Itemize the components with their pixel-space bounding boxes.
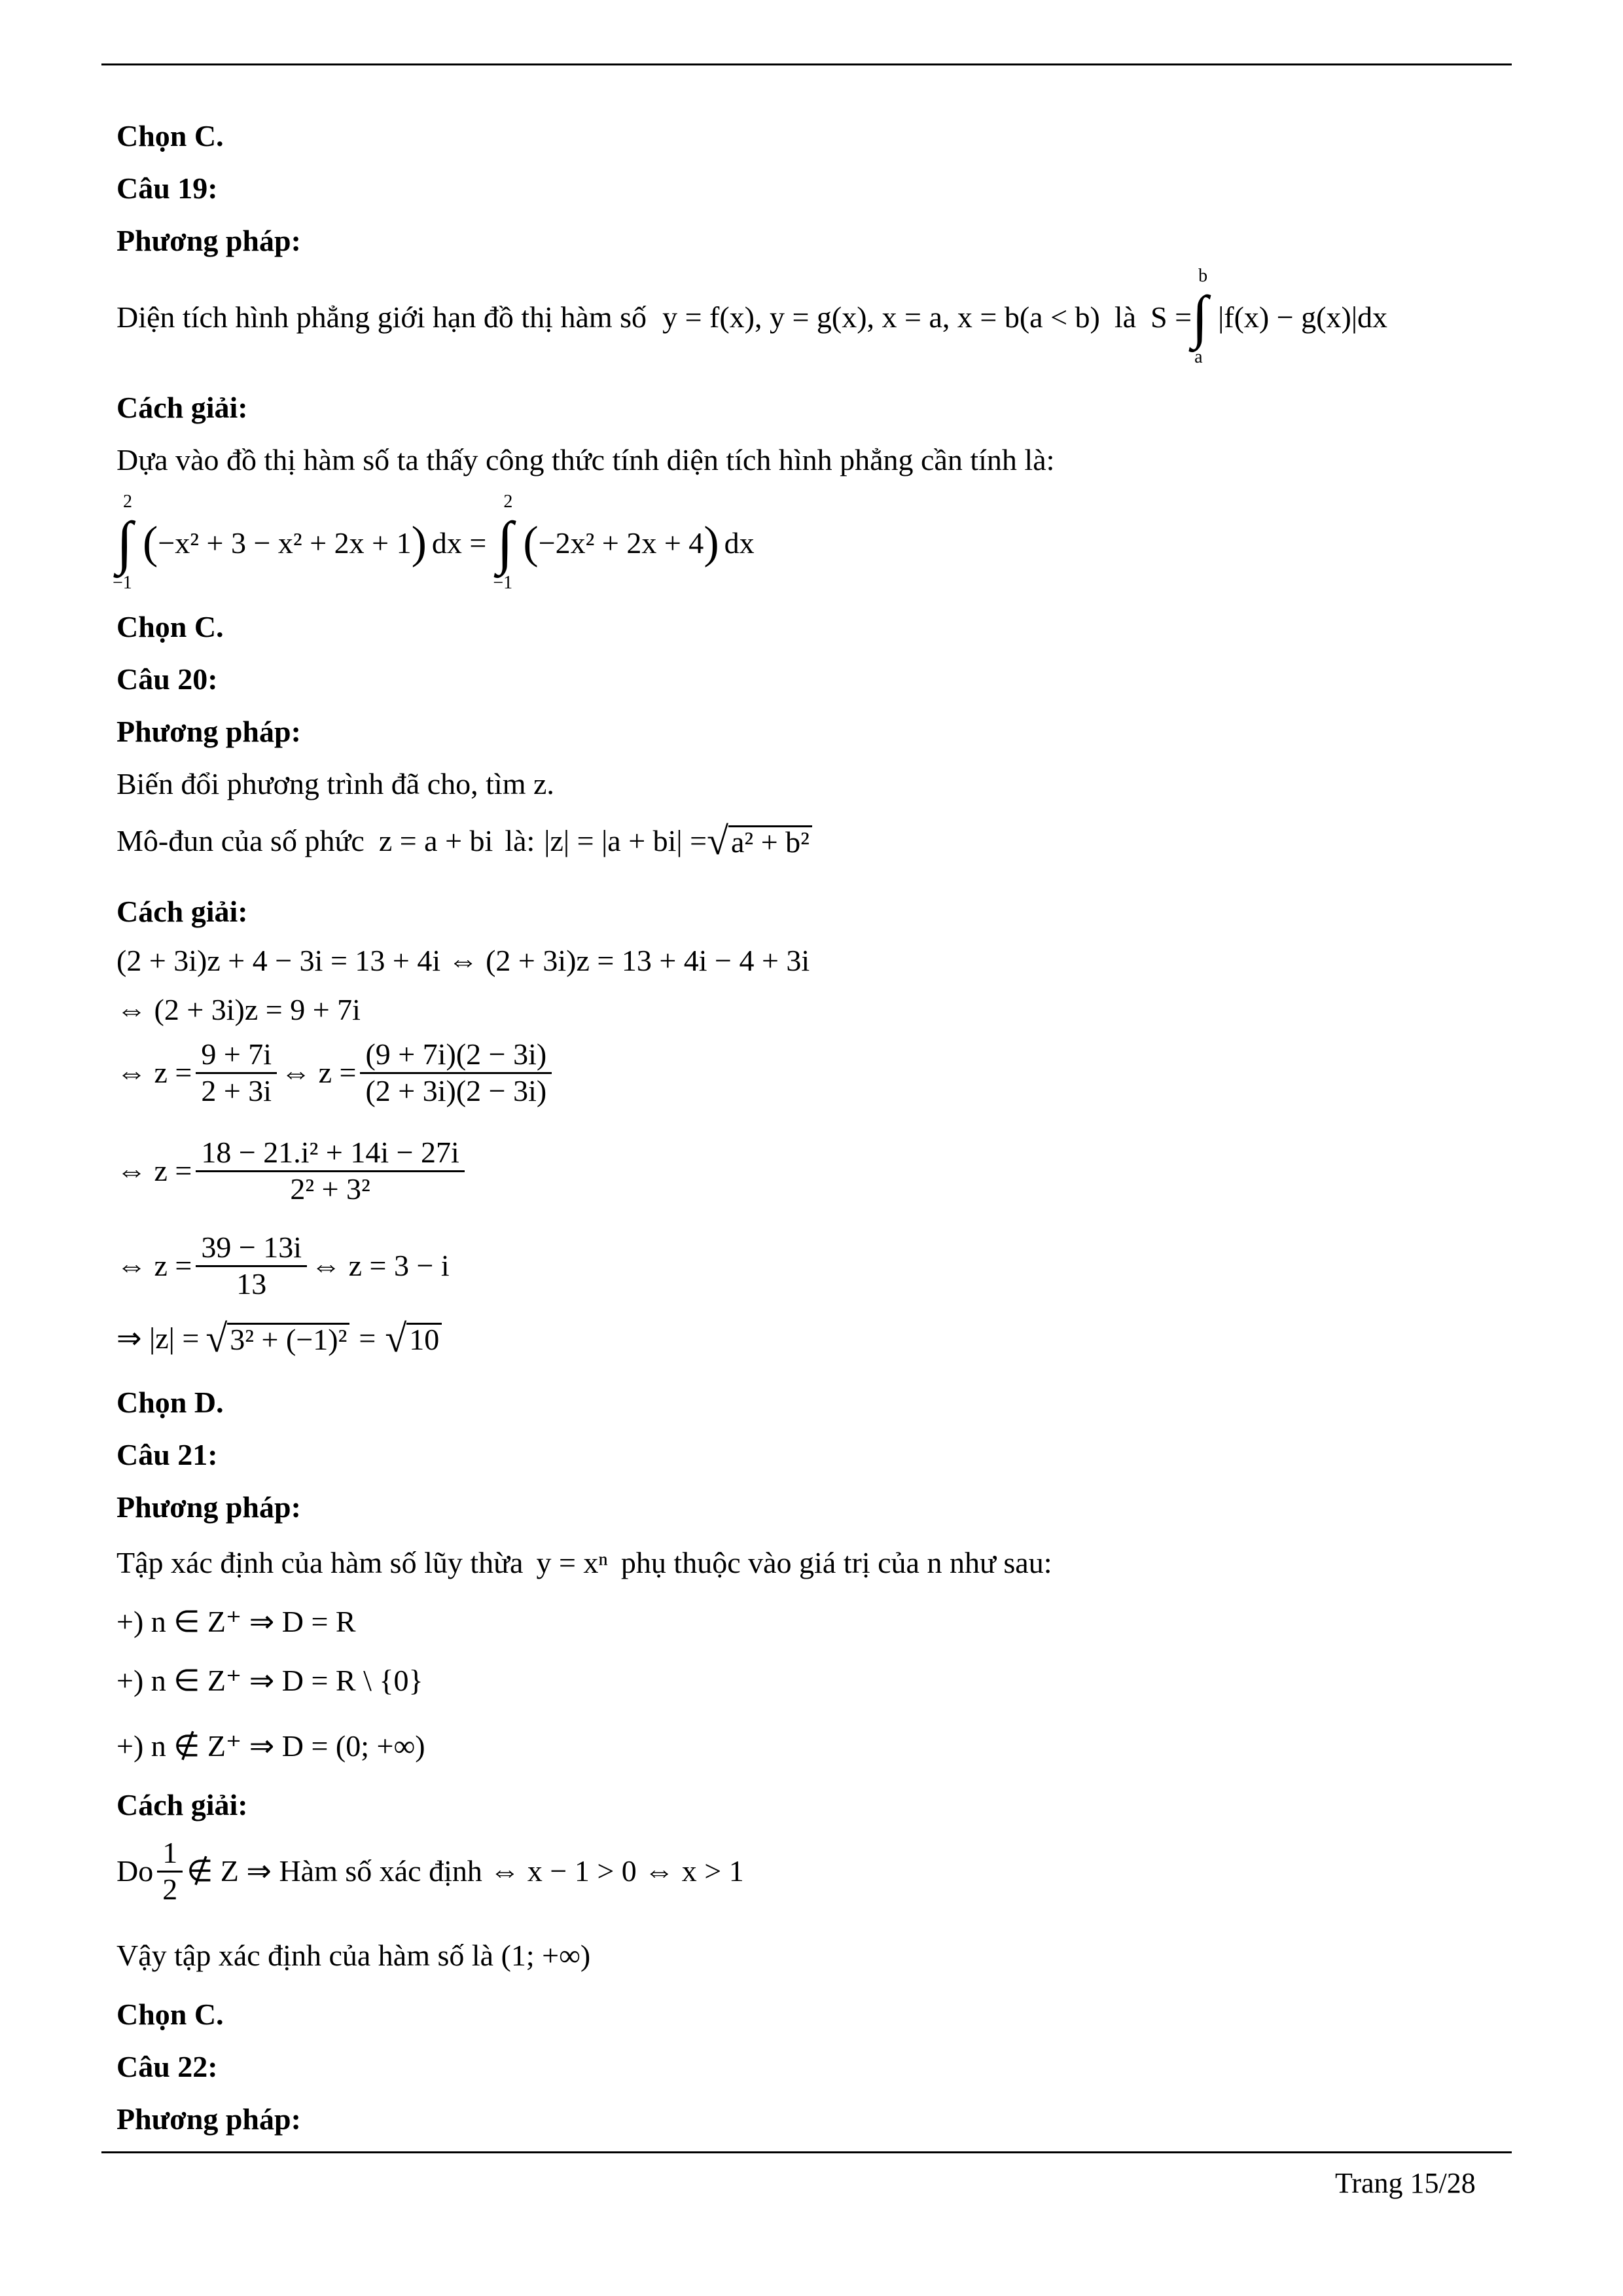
- area-formula-line: [116, 266, 1388, 367]
- answer-c-21: Chọn C.: [116, 1998, 224, 2031]
- domain-text-line: Tập xác định của hàm số lũy thừa y = xⁿ phụ thuộc vào giá trị của n như sau:: [116, 1546, 1052, 1579]
- page-number: Trang 15/28: [1335, 2167, 1476, 2199]
- integral-sign: ∫ 2 −1: [493, 492, 514, 593]
- area-math: y = f(x), y = g(x), x = a, x = b(a < b): [662, 300, 1100, 334]
- method-19-heading: Phương pháp:: [116, 224, 301, 257]
- question-20-heading: Câu 20:: [116, 662, 218, 696]
- integrand-2: −2x² + 2x + 4: [538, 526, 704, 560]
- integral-dx: dx: [724, 526, 755, 560]
- eq-line-5: ⇔ z = $\frac{39 - 13i}{13}$ ⇔ z = 3 − i: [116, 1230, 450, 1300]
- eq-line-1: (2 + 3i)z + 4 − 3i = 13 + 4i ⇔ (2 + 3i)z = 13 + 4i − 4 + 3i: [116, 944, 810, 977]
- integral-sign: ∫ b a: [1192, 266, 1208, 367]
- domain-result: Vậy tập xác định của hàm số là (1; +∞): [116, 1939, 591, 1972]
- solution-21-heading: Cách giải:: [116, 1788, 248, 1821]
- modulus-z: z = a + bi: [378, 824, 493, 857]
- integral-line: ∫ 2 −1 ( −x² + 3 − x² + 2x + 1 ) dx = ∫ 2 −1 ( −2x² + 2x + 4 ) dx: [113, 492, 755, 593]
- modulus-expr: |z| = |a + bi| =: [544, 824, 707, 857]
- modulus-sqrt: a² + b²: [728, 825, 812, 857]
- eq-line-2: ⇔ (2 + 3i)z = 9 + 7i: [116, 993, 361, 1026]
- integral-sign: ∫ 2 −1: [113, 492, 133, 593]
- header-rule: [101, 63, 1512, 65]
- case-3: +) n ∉ Z⁺ ⇒ D = (0; +∞): [116, 1729, 425, 1763]
- area-text: Diện tích hình phẳng giới hạn đồ thị hàm số: [116, 300, 647, 334]
- case-1: +) n ∈ Z⁺ ⇒ D = R: [116, 1605, 356, 1638]
- do-line: Do $\frac{1}{2}$ ∉ Z ⇒ Hàm số xác định ⇔ x − 1 > 0 ⇔ x > 1: [116, 1836, 744, 1906]
- answer-c-18: Chọn C.: [116, 119, 224, 152]
- area-s: S =: [1150, 300, 1192, 334]
- method-20-heading: Phương pháp:: [116, 715, 301, 748]
- method-21-heading: Phương pháp:: [116, 1490, 301, 1524]
- case-2: +) n ∈ Z⁺ ⇒ D = R \ {0}: [116, 1664, 423, 1697]
- method-20-text: Biến đổi phương trình đã cho, tìm z.: [116, 767, 554, 800]
- solution-19-text: Dựa vào đồ thị hàm số ta thấy công thức tính diện tích hình phẳng cần tính là:: [116, 443, 1055, 476]
- solution-19-heading: Cách giải:: [116, 391, 248, 424]
- area-integrand: |f(x) − g(x)|dx: [1218, 300, 1388, 334]
- question-19-heading: Câu 19:: [116, 171, 218, 205]
- method-22-heading: Phương pháp:: [116, 2102, 301, 2136]
- area-la: là: [1114, 300, 1137, 334]
- question-21-heading: Câu 21:: [116, 1438, 218, 1471]
- modulus-text: Mô-đun của số phức: [116, 824, 365, 857]
- modulus-la: là:: [505, 824, 535, 857]
- eq-line-6: ⇒ |z| = √ 3² + (−1)² = √ 10: [116, 1319, 442, 1358]
- solution-20-heading: Cách giải:: [116, 895, 248, 928]
- eq-line-4: ⇔ z = $\frac{\text{18 − 21.i² + 14i − 27i}}{\text{2² + 3²}}$: [116, 1136, 469, 1207]
- footer-rule: [101, 2151, 1512, 2153]
- answer-d-20: Chọn D.: [116, 1386, 224, 1419]
- eq-line-3: ⇔ z = $\frac{9 + 7i}{2 + 3i}$ ⇔ z = $\frac{(9 + 7i)(2 - 3i)}{(2 + 3i)(2 - 3i)}$: [116, 1037, 556, 1109]
- question-22-heading: Câu 22:: [116, 2050, 218, 2083]
- integral-dx-eq: dx =: [431, 526, 487, 560]
- modulus-line: Mô-đun của số phức z = a + bi là: |z| = |a + bi| = √ a² + b²: [116, 821, 812, 861]
- integrand-1: −x² + 3 − x² + 2x + 1: [158, 526, 412, 560]
- answer-c-19: Chọn C.: [116, 610, 224, 643]
